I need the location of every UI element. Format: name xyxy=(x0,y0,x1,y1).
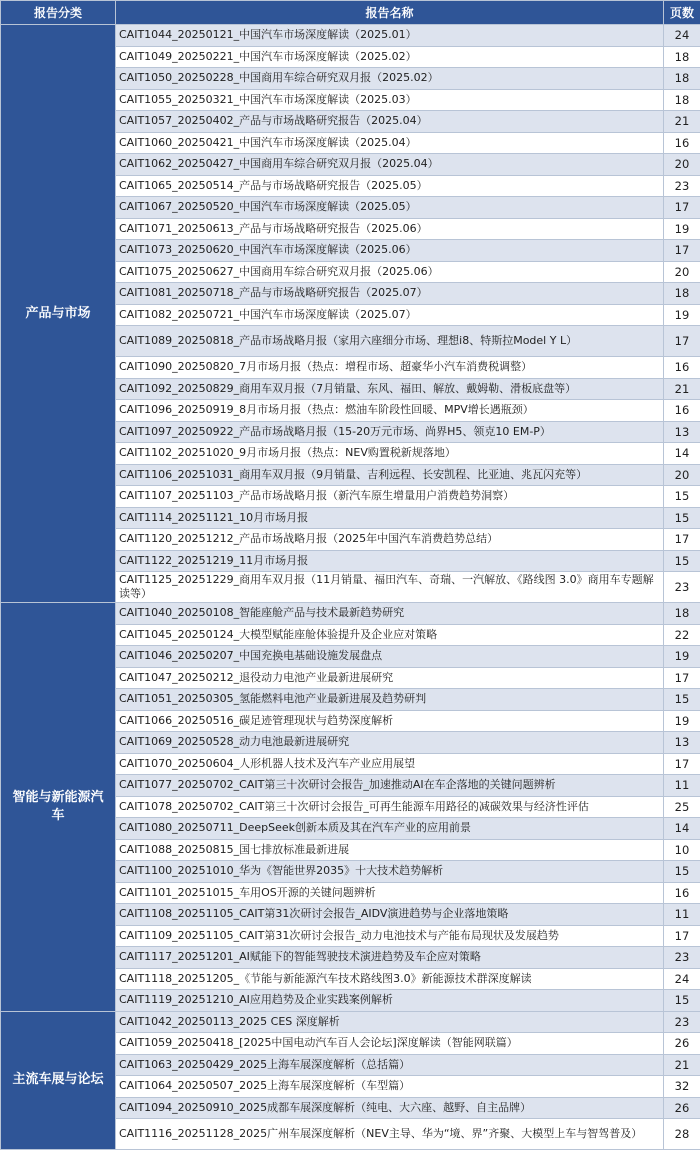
page-count-cell: 16 xyxy=(664,132,700,154)
page-count-cell: 16 xyxy=(664,357,700,379)
report-name-cell: CAIT1109_20251105_CAIT第31次研讨会报告_动力电池技术与产能布局现状及发展趋势 xyxy=(116,925,664,947)
page-count-cell: 17 xyxy=(664,529,700,551)
page-count-cell: 15 xyxy=(664,990,700,1012)
page-count-cell: 26 xyxy=(664,1097,700,1119)
page-count-cell: 15 xyxy=(664,861,700,883)
page-count-cell: 14 xyxy=(664,443,700,465)
report-name-cell: CAIT1044_20250121_中国汽车市场深度解读（2025.01） xyxy=(116,25,664,47)
page-count-cell: 25 xyxy=(664,796,700,818)
page-count-cell: 13 xyxy=(664,421,700,443)
report-name-cell: CAIT1059_20250418_[2025中国电动汽车百人会论坛]深度解读（智能网联篇） xyxy=(116,1033,664,1055)
report-name-cell: CAIT1073_20250620_中国汽车市场深度解读（2025.06） xyxy=(116,240,664,262)
page-count-cell: 16 xyxy=(664,882,700,904)
report-name-cell: CAIT1078_20250702_CAIT第三十次研讨会报告_可再生能源车用路径的减碳效果与经济性评估 xyxy=(116,796,664,818)
report-name-cell: CAIT1117_20251201_AI赋能下的智能驾驶技术演进趋势及车企应对策略 xyxy=(116,947,664,969)
report-name-cell: CAIT1055_20250321_中国汽车市场深度解读（2025.03） xyxy=(116,89,664,111)
report-name-cell: CAIT1071_20250613_产品与市场战略研究报告（2025.06） xyxy=(116,218,664,240)
report-name-cell: CAIT1108_20251105_CAIT第31次研讨会报告_AIDV演进趋势与企业落地策略 xyxy=(116,904,664,926)
report-name-cell: CAIT1042_20250113_2025 CES 深度解析 xyxy=(116,1011,664,1033)
report-name-cell: CAIT1114_20251121_10月市场月报 xyxy=(116,507,664,529)
page-count-cell: 15 xyxy=(664,689,700,711)
page-count-cell: 23 xyxy=(664,947,700,969)
report-name-cell: CAIT1097_20250922_产品市场战略月报（15-20万元市场、尚界H5、领克10 EM-P） xyxy=(116,421,664,443)
table-body xyxy=(1,25,700,1150)
report-name-cell: CAIT1050_20250228_中国商用车综合研究双月报（2025.02） xyxy=(116,68,664,90)
page-count-cell: 17 xyxy=(664,925,700,947)
page-count-cell: 20 xyxy=(664,464,700,486)
report-name-cell: CAIT1069_20250528_动力电池最新进展研究 xyxy=(116,732,664,754)
header-name: 报告名称 xyxy=(116,1,664,25)
page-count-cell: 23 xyxy=(664,175,700,197)
report-name-cell: CAIT1122_20251219_11月市场月报 xyxy=(116,550,664,572)
report-name-cell: CAIT1089_20250818_产品市场战略月报（家用六座细分市场、理想i8、特斯拉Model Y L） xyxy=(116,326,664,357)
table-row xyxy=(1,603,700,625)
page-count-cell: 21 xyxy=(664,378,700,400)
page-count-cell: 17 xyxy=(664,667,700,689)
page-count-cell: 21 xyxy=(664,1054,700,1076)
report-name-cell: CAIT1064_20250507_2025上海车展深度解析（车型篇） xyxy=(116,1076,664,1098)
report-name-cell: CAIT1057_20250402_产品与市场战略研究报告（2025.04） xyxy=(116,111,664,133)
report-name-cell: CAIT1067_20250520_中国汽车市场深度解读（2025.05） xyxy=(116,197,664,219)
category-cell: 产品与市场 xyxy=(1,25,116,603)
report-name-cell: CAIT1102_20251020_9月市场月报（热点：NEV购置税新规落地） xyxy=(116,443,664,465)
report-name-cell: CAIT1046_20250207_中国充换电基础设施发展盘点 xyxy=(116,646,664,668)
report-name-cell: CAIT1062_20250427_中国商用车综合研究双月报（2025.04） xyxy=(116,154,664,176)
report-name-cell: CAIT1100_20251010_华为《智能世界2035》十大技术趋势解析 xyxy=(116,861,664,883)
report-name-cell: CAIT1075_20250627_中国商用车综合研究双月报（2025.06） xyxy=(116,261,664,283)
page-count-cell: 18 xyxy=(664,283,700,305)
table-row xyxy=(1,25,700,47)
page-count-cell: 18 xyxy=(664,46,700,68)
page-count-cell: 17 xyxy=(664,326,700,357)
page-count-cell: 14 xyxy=(664,818,700,840)
report-name-cell: CAIT1049_20250221_中国汽车市场深度解读（2025.02） xyxy=(116,46,664,68)
report-name-cell: CAIT1047_20250212_退役动力电池产业最新进展研究 xyxy=(116,667,664,689)
report-name-cell: CAIT1090_20250820_7月市场月报（热点：增程市场、超豪华小汽车消费税调整） xyxy=(116,357,664,379)
table-row xyxy=(1,1011,700,1033)
page-count-cell: 22 xyxy=(664,624,700,646)
page-count-cell: 24 xyxy=(664,25,700,47)
report-name-cell: CAIT1045_20250124_大模型赋能座舱体验提升及企业应对策略 xyxy=(116,624,664,646)
page-count-cell: 20 xyxy=(664,261,700,283)
category-cell: 智能与新能源汽车 xyxy=(1,603,116,1012)
page-count-cell: 28 xyxy=(664,1119,700,1150)
page-count-cell: 15 xyxy=(664,486,700,508)
header-category: 报告分类 xyxy=(1,1,116,25)
report-name-cell: CAIT1080_20250711_DeepSeek创新本质及其在汽车产业的应用前景 xyxy=(116,818,664,840)
report-name-cell: CAIT1077_20250702_CAIT第三十次研讨会报告_加速推动AI在车企落地的关键问题辨析 xyxy=(116,775,664,797)
page-count-cell: 11 xyxy=(664,904,700,926)
page-count-cell: 19 xyxy=(664,710,700,732)
report-name-cell: CAIT1120_20251212_产品市场战略月报（2025年中国汽车消费趋势总结） xyxy=(116,529,664,551)
report-name-cell: CAIT1101_20251015_车用OS开源的关键问题辨析 xyxy=(116,882,664,904)
report-name-cell: CAIT1040_20250108_智能座舱产品与技术最新趋势研究 xyxy=(116,603,664,625)
report-name-cell: CAIT1118_20251205_《节能与新能源汽车技术路线图3.0》新能源技术群深度解读 xyxy=(116,968,664,990)
page-count-cell: 19 xyxy=(664,304,700,326)
report-name-cell: CAIT1060_20250421_中国汽车市场深度解读（2025.04） xyxy=(116,132,664,154)
page-count-cell: 18 xyxy=(664,68,700,90)
report-name-cell: CAIT1107_20251103_产品市场战略月报（新汽车原生增量用户消费趋势洞察） xyxy=(116,486,664,508)
page-count-cell: 20 xyxy=(664,154,700,176)
report-name-cell: CAIT1125_20251229_商用车双月报（11月销量、福田汽车、奇瑞、一汽解放、《路线图 3.0》商用车专题解读等） xyxy=(116,572,664,603)
page-count-cell: 18 xyxy=(664,89,700,111)
page-count-cell: 17 xyxy=(664,753,700,775)
report-name-cell: CAIT1066_20250516_碳足迹管理现状与趋势深度解析 xyxy=(116,710,664,732)
report-name-cell: CAIT1051_20250305_氢能燃料电池产业最新进展及趋势研判 xyxy=(116,689,664,711)
page-count-cell: 21 xyxy=(664,111,700,133)
page-count-cell: 17 xyxy=(664,197,700,219)
report-name-cell: CAIT1088_20250815_国七排放标准最新进展 xyxy=(116,839,664,861)
report-name-cell: CAIT1070_20250604_人形机器人技术及汽车产业应用展望 xyxy=(116,753,664,775)
page-count-cell: 13 xyxy=(664,732,700,754)
page-count-cell: 10 xyxy=(664,839,700,861)
page-count-cell: 11 xyxy=(664,775,700,797)
page-count-cell: 32 xyxy=(664,1076,700,1098)
page-count-cell: 17 xyxy=(664,240,700,262)
page-count-cell: 15 xyxy=(664,507,700,529)
report-name-cell: CAIT1119_20251210_AI应用趋势及企业实践案例解析 xyxy=(116,990,664,1012)
report-name-cell: CAIT1094_20250910_2025成都车展深度解析（纯电、大六座、越野、自主品牌） xyxy=(116,1097,664,1119)
category-cell: 主流车展与论坛 xyxy=(1,1011,116,1150)
report-name-cell: CAIT1092_20250829_商用车双月报（7月销量、东风、福田、解放、戴姆勒、滑板底盘等） xyxy=(116,378,664,400)
page-count-cell: 19 xyxy=(664,218,700,240)
report-name-cell: CAIT1106_20251031_商用车双月报（9月销量、吉利远程、长安凯程、比亚迪、兆瓦闪充等） xyxy=(116,464,664,486)
report-name-cell: CAIT1065_20250514_产品与市场战略研究报告（2025.05） xyxy=(116,175,664,197)
report-name-cell: CAIT1063_20250429_2025上海车展深度解析（总括篇） xyxy=(116,1054,664,1076)
page-count-cell: 26 xyxy=(664,1033,700,1055)
page-count-cell: 19 xyxy=(664,646,700,668)
report-name-cell: CAIT1082_20250721_中国汽车市场深度解读（2025.07） xyxy=(116,304,664,326)
report-name-cell: CAIT1081_20250718_产品与市场战略研究报告（2025.07） xyxy=(116,283,664,305)
page-count-cell: 23 xyxy=(664,572,700,603)
page-count-cell: 23 xyxy=(664,1011,700,1033)
table-header-row xyxy=(1,1,700,25)
report-name-cell: CAIT1116_20251128_2025广州车展深度解析（NEV主导、华为“境、界”齐聚、大模型上车与智驾普及） xyxy=(116,1119,664,1150)
page-count-cell: 16 xyxy=(664,400,700,422)
page-count-cell: 24 xyxy=(664,968,700,990)
page-count-cell: 18 xyxy=(664,603,700,625)
report-name-cell: CAIT1096_20250919_8月市场月报（热点：燃油车阶段性回暖、MPV增长遇瓶颈） xyxy=(116,400,664,422)
page-count-cell: 15 xyxy=(664,550,700,572)
header-pages: 页数 xyxy=(664,1,700,25)
